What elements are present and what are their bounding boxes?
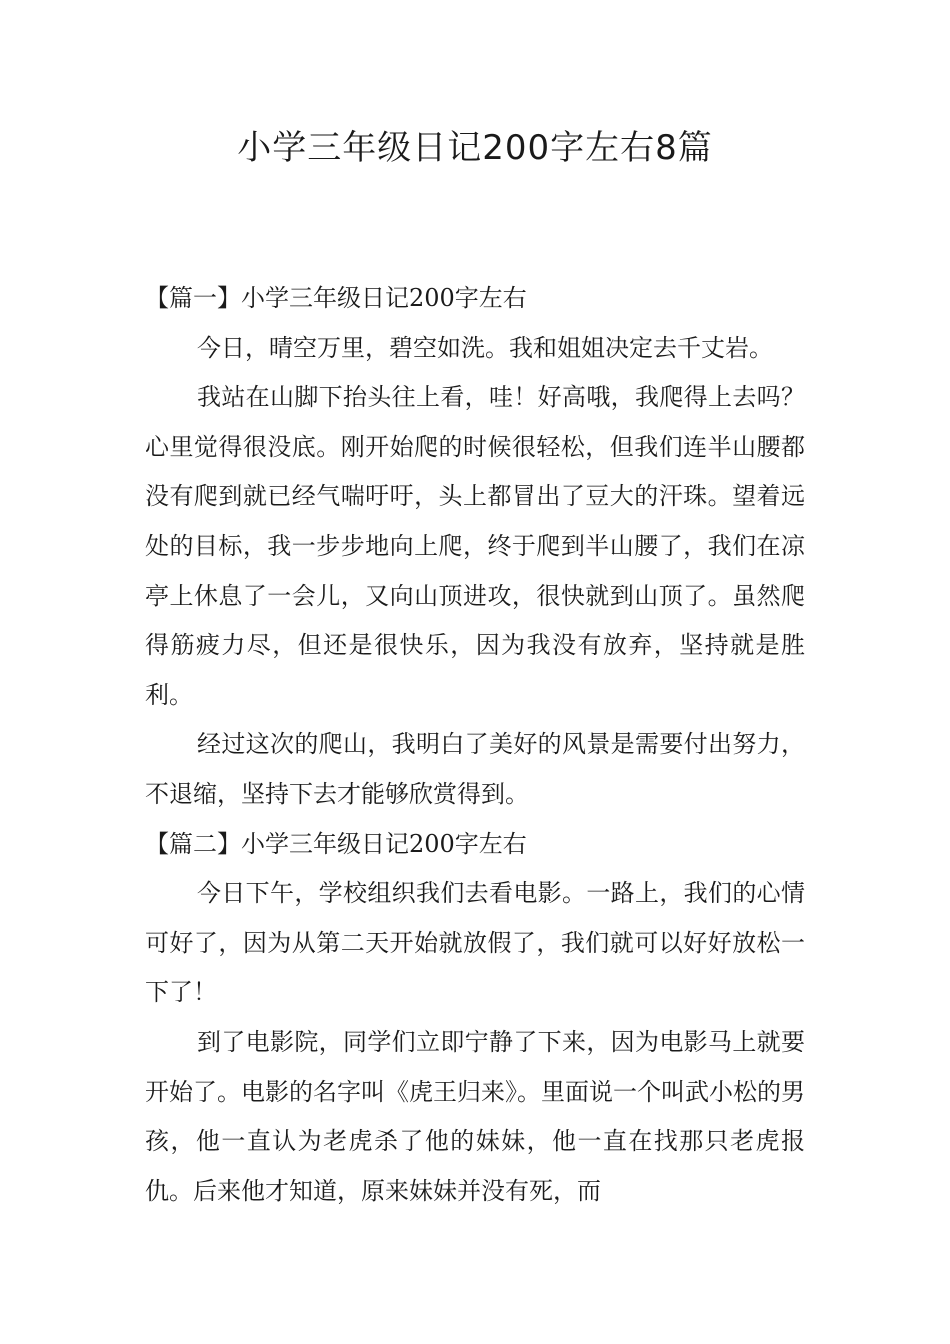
document-body xyxy=(145,274,805,1216)
section-1-paragraph-3: 经过这次的爬山，我明白了美好的风景是需要付出努力，不退缩，坚持下去才能够欣赏得到。 xyxy=(145,730,805,808)
section-heading-1: 【篇一】小学三年级日记200字左右 xyxy=(145,284,527,312)
section-heading-2: 【篇二】小学三年级日记200字左右 xyxy=(145,829,527,858)
section-2-paragraph-1: 今日下午，学校组织我们去看电影。一路上，我们的心情可好了，因为从第二天开始就放假了，我们就可以好好放松一下了！ xyxy=(145,879,805,1007)
document-title: 小学三年级日记200字左右8篇 xyxy=(237,128,713,168)
section-1-paragraph-1: 今日，晴空万里，碧空如洗。我和姐姐决定去千丈岩。 xyxy=(197,333,773,362)
section-2-paragraph-2: 到了电影院，同学们立即宁静了下来，因为电影马上就要开始了。电影的名字叫《虎王归来》。里面说一个叫武小松的男孩，他一直认为老虎杀了他的妹妹，他一直在找那只老虎报仇。后来他才知道，原来妹妹并没有死，而 xyxy=(145,1027,805,1205)
section-1-paragraph-2: 我站在山脚下抬头往上看，哇！好高哦，我爬得上去吗？心里觉得很没底。刚开始爬的时候很轻松，但我们连半山腰都没有爬到就已经气喘吁吁，头上都冒出了豆大的汗珠。望着远处的目标，我一步步地向上爬，终于爬到半山腰了，我们在凉亭上休息了一会儿，又向山顶进攻，很快就到山顶了。虽然爬得筋疲力尽，但还是很快乐，因为我没有放弃，坚持就是胜利。 xyxy=(145,383,805,709)
